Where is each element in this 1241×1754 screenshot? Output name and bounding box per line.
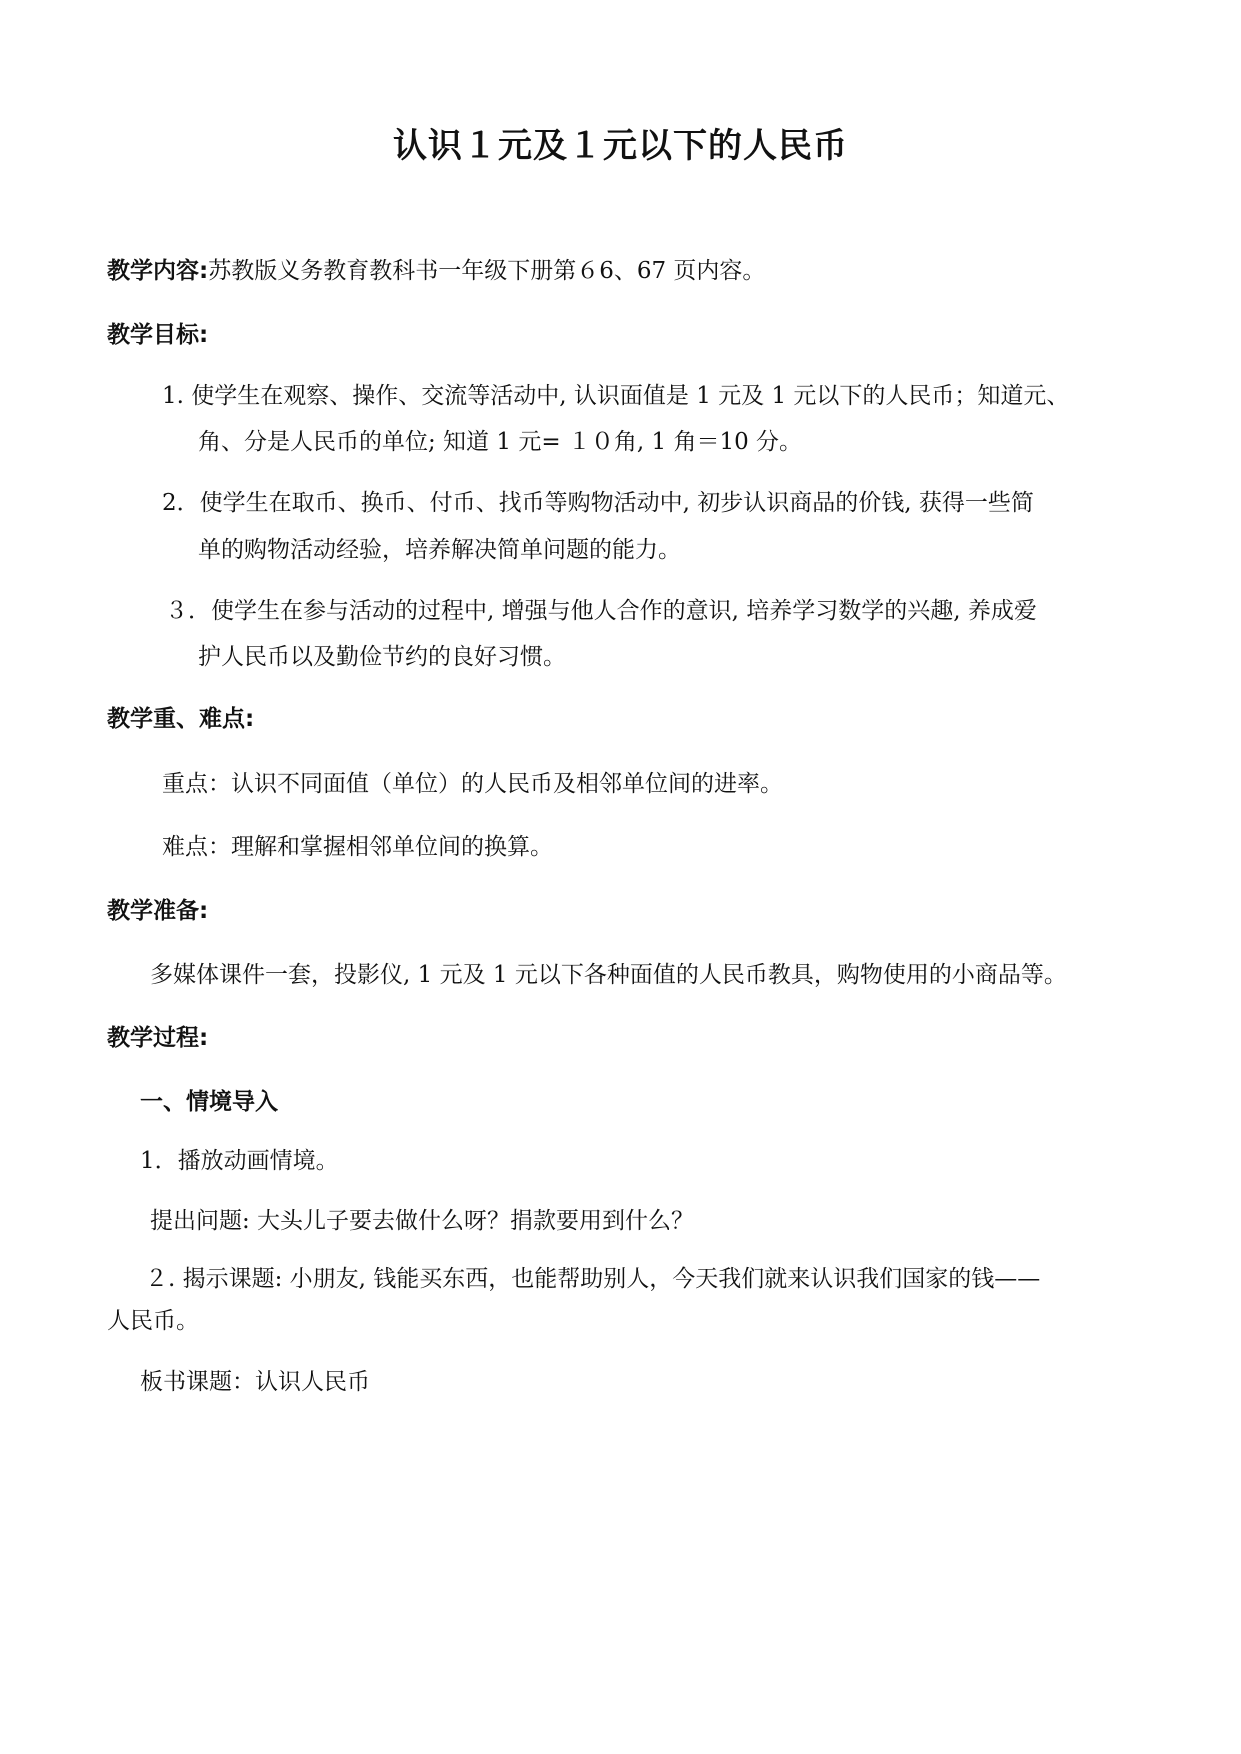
preparation-label: 教学准备: (107, 898, 209, 924)
goal-1-line2: 角、分是人民币的单位; 知道 1 元= １０角, 1 角＝10 分。 (198, 429, 803, 455)
document-title: 认识１元及１元以下的人民币 (393, 126, 848, 166)
section-1-step-2-line2: 人民币。 (107, 1308, 199, 1334)
goal-2-line2: 单的购物活动经验，培养解决简单问题的能力。 (198, 537, 681, 563)
goal-2-line1: 2．使学生在取币、换币、付币、找币等购物活动中, 初步认识商品的价钱, 获得一些简 (162, 490, 1034, 516)
goal-1-line1: 1. 使学生在观察、操作、交流等活动中, 认识面值是 1 元及 1 元以下的人民币；知道元、 (162, 383, 1070, 409)
keypoints-label: 教学重、难点: (107, 706, 255, 732)
process-label: 教学过程: (107, 1025, 209, 1051)
content-text: 苏教版义务教育教科书一年级下册第６6、67 页内容。 (208, 258, 766, 284)
keypoints-difficulty: 难点：理解和掌握相邻单位间的换算。 (162, 834, 553, 860)
goal-3-line2: 护人民币以及勤俭节约的良好习惯。 (198, 644, 566, 670)
section-1-step-2-line1: ２. 揭示课题: 小朋友, 钱能买东西，也能帮助别人，今天我们就来认识我们国家的钱—— (145, 1266, 1041, 1292)
section-1-heading: 一、情境导入 (140, 1089, 278, 1115)
section-1-step-1: 1．播放动画情境。 (140, 1148, 339, 1174)
section-1-board: 板书课题：认识人民币 (140, 1369, 370, 1395)
content-paragraph (107, 256, 765, 286)
preparation-text: 多媒体课件一套，投影仪, 1 元及 1 元以下各种面值的人民币教具，购物使用的小商品等。 (150, 962, 1067, 988)
content-label: 教学内容: (107, 258, 209, 284)
goals-label: 教学目标: (107, 322, 209, 348)
keypoints-focus: 重点：认识不同面值（单位）的人民币及相邻单位间的进率。 (162, 771, 783, 797)
goal-3-line1: ３．使学生在参与活动的过程中, 增强与他人合作的意识, 培养学习数学的兴趣, 养成爱 (165, 598, 1037, 624)
section-1-question: 提出问题: 大头儿子要去做什么呀？捐款要用到什么？ (150, 1208, 695, 1234)
